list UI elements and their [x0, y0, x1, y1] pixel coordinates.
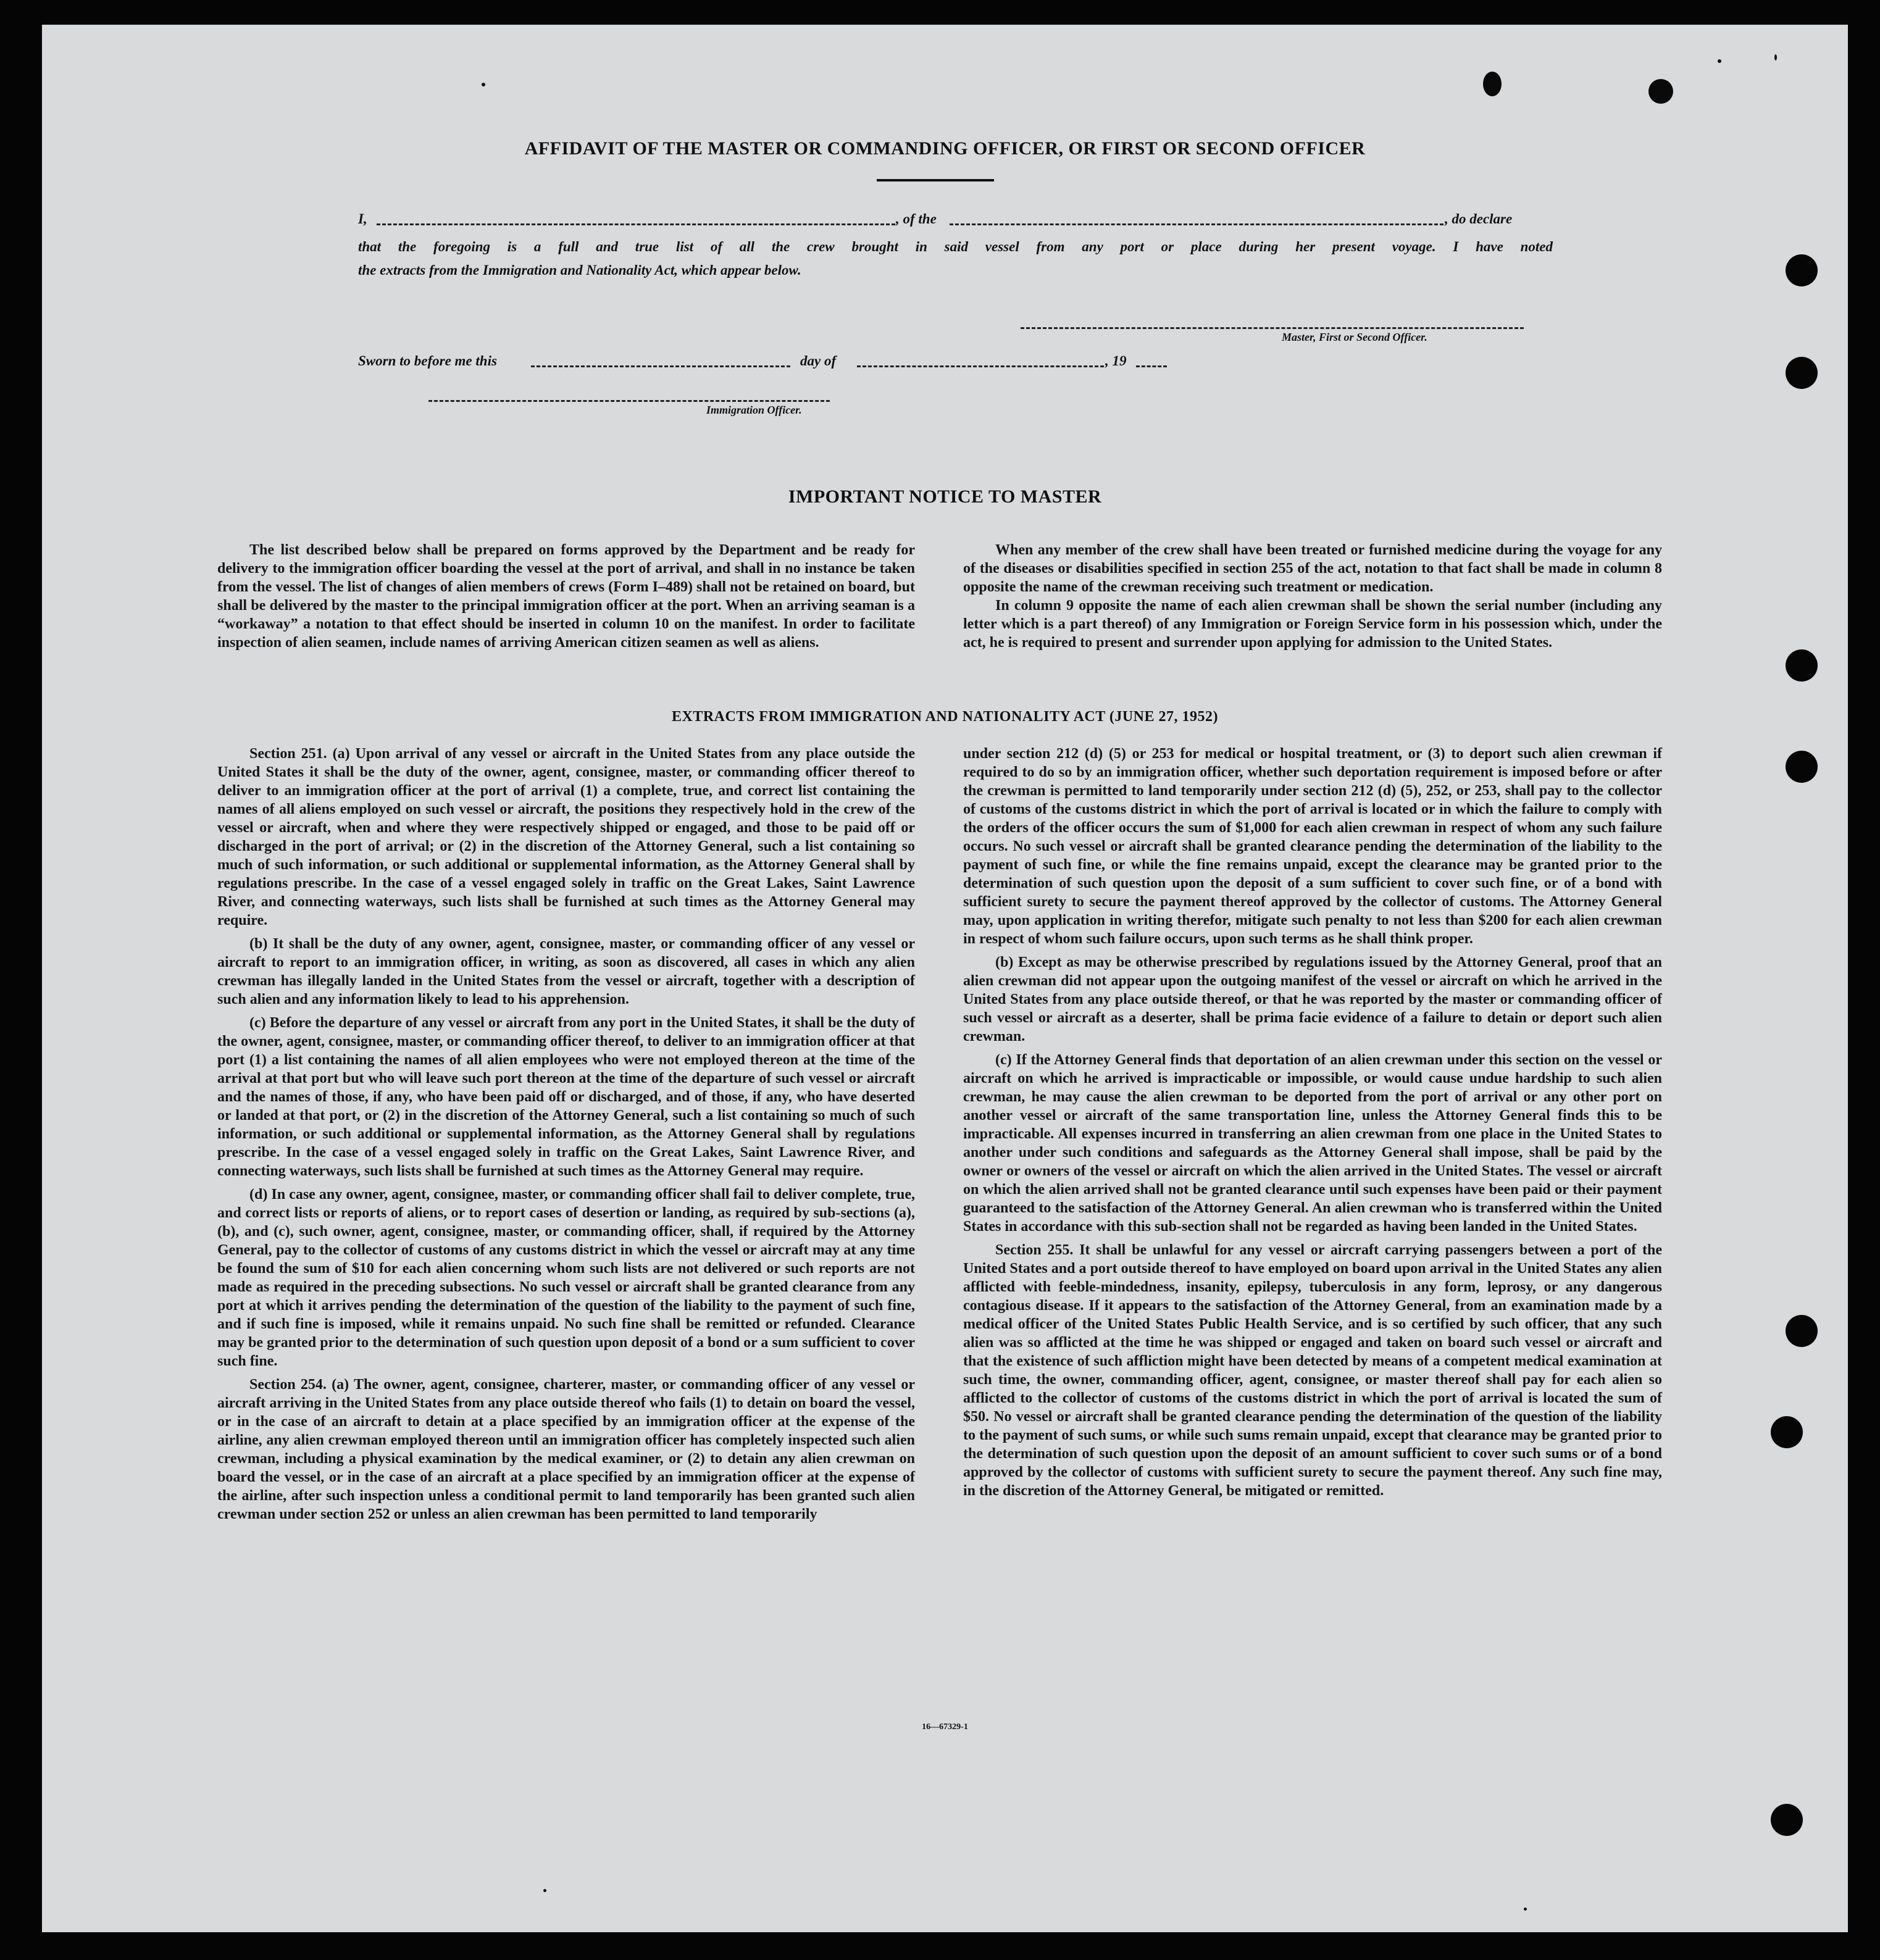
affidavit-title: AFFIDAVIT OF THE MASTER OR COMMANDING OFFICER, OR FIRST OR SECOND OFFICER — [524, 138, 1366, 159]
speck — [1774, 54, 1777, 60]
speck — [1524, 1908, 1527, 1911]
title-underline — [877, 179, 994, 181]
speck — [543, 1889, 546, 1892]
extract-paragraph-continued: under section 212 (d) (5) or 253 for medical or hospital treatment, or (3) to deport such alien crewman if required to do so by an immigration officer, whether such deportation requirement is imposed before or after the crewman is permitted to land temporarily under section 212 (d) (5), 252, or 253, shall pay to the collector of customs of the customs district in which the port of arrival is located or in which the failure to comply with the orders of the officer occurs the sum of $1,000 for each alien crewman in respect of whom any such failure occurs. No such vessel or aircraft shall be granted clearance pending the determination of the liability to the payment of such fine, or while the fine remains unpaid, except the clearance may be granted prior to the determination of such question upon the deposit of a sum sufficient to cover such fine, or of a bond with sufficient surety to secure the payment thereof approved by the collector of customs. The Attorney General may, upon application in writing therefor, mitigate such penalty to not less than $200 for each alien crewman in respect of whom such failure occurs, upon such terms as he shall think proper. — [963, 746, 1662, 947]
notice-left-column — [217, 541, 915, 652]
extract-paragraph: Section 255. It shall be unlawful for any vessel or aircraft carrying passengers between a port of the United States and a port outside thereof to have employed on board upon arrival in the United States any alien afflicted with feeble-mindedness, insanity, epilepsy, tuberculosis in any form, leprosy, or any dangerous contagious disease. If it appears to the satisfaction of the Attorney General, from an examination made by a medical officer of the United States Public Health Service, and is so certified by such officer, that any such alien was so afflicted at the time he was shipped or engaged and taken on board such vessel or aircraft and that the existence of such affliction might have been detected by means of a competent medical examination at such time, the owner, commanding officer, agent, consignee, or master thereof shall pay for each alien so afflicted to the collector of customs of the customs district in which the port of arrival is located the sum of $50. No vessel or aircraft shall be granted clearance pending the determination of the question of the liability to the payment of such sums, or while such sums remain unpaid, except that clearance may be granted prior to the determination of such question upon the deposit of an amount sufficient to cover such sums or of a bond approved by the collector of customs with sufficient surety to secure the payment thereof. Any such fine may, in the discretion of the Attorney General, be mitigated or remitted. — [963, 1242, 1662, 1499]
year-label: , 19 — [1105, 353, 1127, 369]
speck — [1718, 59, 1721, 63]
day-of-label: day of — [800, 353, 837, 369]
extracts-left-column — [217, 744, 915, 1524]
notice-paragraph: When any member of the crew shall have been treated or furnished medicine during the voyage for any of the diseases or disabilities specified in section 255 of the act, notation to that fact shall be made in column 8 opposite the name of the crewman receiving such treatment or medication. — [963, 542, 1662, 595]
immigration-caption: Immigration Officer. — [706, 404, 802, 416]
master-caption: Master, First or Second Officer. — [1282, 331, 1427, 343]
notice-title: IMPORTANT NOTICE TO MASTER — [788, 486, 1102, 507]
ink-blot — [1648, 79, 1673, 104]
ink-blot — [1483, 72, 1502, 96]
speck — [482, 83, 485, 86]
notice-paragraph: The list described below shall be prepared on forms approved by the Department and be ready for delivery to the immigration officer boarding the vessel at the port of arrival, and shall in no instance be taken from the vessel. The list of changes of alien members of crews (Form I–489) shall not be retained on board, but shall be delivered by the master to the principal immigration officer at the port. When an arriving seaman is a “workaway” a notation to that effect should be inserted in column 10 on the manifest. In order to facilitate inspection of alien seamen, include names of arriving American citizen seamen as well as aliens. — [217, 542, 915, 651]
sworn-label: Sworn to before me this — [358, 353, 497, 369]
extracts-right-column — [963, 744, 1662, 1500]
extract-paragraph: Section 254. (a) The owner, agent, consignee, charterer, master, or commanding officer of any vessel or aircraft arriving in the United States from any place outside thereof who fails (1) to detain on board the vessel, or in the case of an aircraft to detain at a place specified by an immigration officer at the expense of the airline, any alien crewman employed thereon until an immigration officer has completely inspected such alien crewman, including a physical examination by the medical examiner, or (2) to detain any alien crewman on board the vessel, or in the case of an aircraft at a place specified by an immigration officer at the expense of the airline, after such inspection unless a conditional permit to land temporarily has been granted such alien crewman under section 252 or unless an alien crewman has been permitted to land temporarily — [217, 1377, 915, 1522]
punch-hole — [1786, 254, 1818, 286]
do-declare-label: , do declare — [1445, 211, 1513, 227]
notice-right-column — [963, 541, 1662, 652]
punch-hole — [1771, 1804, 1803, 1836]
year-line — [1136, 365, 1167, 367]
form-page — [42, 25, 1848, 1932]
month-line — [857, 365, 1104, 367]
punch-hole — [1786, 1315, 1818, 1347]
of-the-label: , of the — [896, 211, 937, 227]
extract-paragraph: (b) Except as may be otherwise prescribed by regulations issued by the Attorney General, proof that an alien crewman did not appear upon the outgoing manifest of the vessel or aircraft on which he arrived in the United States from any place outside thereof, or that he was reported by the master or commanding officer of such vessel or aircraft as a deserter, shall be prima facie evidence of a failure to detain or deport such alien crewman. — [963, 954, 1662, 1045]
form-code: 16—67329-1 — [922, 1722, 968, 1732]
extract-paragraph: (c) Before the departure of any vessel or aircraft from any port in the United States, it shall be the duty of the owner, agent, consignee, master, or commanding officer thereof, to deliver to an immigration officer at that port (1) a list containing the names of all alien employees who were not employed thereon at the time of the arrival at that port but who will leave such port thereon at the time of the departure of such vessel or aircraft and the names of those, if any, who have been paid off or discharged, and of those, if any, who have deserted or landed at that port, or (2) in the discretion of the Attorney General, such a list containing so much of such information, or such additional or supplemental information, as the Attorney General shall by regulations prescribe. In the case of a vessel engaged solely in traffic on the Great Lakes, Saint Lawrence River, and connecting waterways, such lists shall be furnished at such times as the Attorney General may require. — [217, 1015, 915, 1179]
i-label: I, — [358, 211, 367, 227]
statement-line-2: the extracts from the Immigration and Nationality Act, which appear below. — [358, 262, 801, 278]
immigration-signature-line — [428, 400, 830, 402]
name-line — [377, 223, 895, 225]
notice-paragraph: In column 9 opposite the name of each alien crewman shall be shown the serial number (including any letter which is a part thereof) of any Immigration or Foreign Service form in his possession which, under the act, he is required to present and surrender upon applying for admission to the United States. — [963, 598, 1662, 651]
day-line — [531, 365, 790, 367]
punch-hole — [1771, 1416, 1803, 1448]
punch-hole — [1786, 649, 1818, 682]
punch-hole — [1786, 751, 1818, 783]
extract-paragraph: (d) In case any owner, agent, consignee, master, or commanding officer shall fail to deliver complete, true, and correct lists or reports of aliens, or to report cases of desertion or landing, as required by sub-sections (a), (b), and (c), such owner, agent, consignee, master, or commanding officer, shall, if required by the Attorney General, pay to the collector of customs of any customs district in which the vessel or aircraft may at any time be found the sum of $10 for each alien concerning whom such lists are not delivered or such reports are not made as required in the preceding subsections. No such vessel or aircraft shall be granted clearance from any port at which it arrives pending the determination of the question of the liability to the payment of such fine, and if such fine is imposed, while it remains unpaid. No such fine shall be remitted or refunded. Clearance may be granted prior to the determination of such question upon deposit of a bond or a sum sufficient to cover such fine. — [217, 1186, 915, 1369]
punch-hole — [1786, 357, 1818, 389]
master-signature-line — [1021, 327, 1524, 329]
extract-paragraph: Section 251. (a) Upon arrival of any vessel or aircraft in the United States from any place outside the United States it shall be the duty of the owner, agent, consignee, master, or commanding officer thereof to deliver to an immigration officer at the port of arrival (1) a complete, true, and correct list containing the names of all aliens employed on such vessel or aircraft, the positions they respectively hold in the crew of the vessel or aircraft, when and where they were respectively shipped or engaged, and those to be paid off or discharged in the port of arrival; or (2) in the discretion of the Attorney General, such a list containing so much of such information, or such additional or supplemental information, as the Attorney General shall by regulations prescribe. In the case of a vessel engaged solely in traffic on the Great Lakes, Saint Lawrence River, and connecting waterways, such lists shall be furnished at such times as the Attorney General may require. — [217, 746, 915, 928]
extract-paragraph: (b) It shall be the duty of any owner, agent, consignee, master, or commanding officer of any vessel or aircraft to report to an immigration officer, in writing, as soon as discovered, all cases in which any alien crewman has illegally landed in the United States from the vessel or aircraft, together with a description of such alien and any information likely to lead to his apprehension. — [217, 936, 915, 1007]
extract-paragraph: (c) If the Attorney General finds that deportation of an alien crewman under this section on the vessel or aircraft on which he arrived is impracticable or impossible, or would cause undue hardship to such alien crewman, he may cause the alien crewman to be deported from the port of arrival or any other port on another vessel or aircraft of the same transportation line, unless the Attorney General finds this to be impracticable. All expenses incurred in transferring an alien crewman from one place in the United States to another under such conditions and safeguards as the Attorney General shall impose, shall be paid by the owner or owners of the vessel or aircraft on which the alien arrived in the United States. The vessel or aircraft on which the alien arrived shall not be granted clearance until such expenses have been paid or their payment guaranteed to the satisfaction of the Attorney General. An alien crewman who is transferred within the United States in accordance with this sub-section shall not be regarded as having been landed in the United States. — [963, 1052, 1662, 1235]
statement-line-1: that the foregoing is a full and true list of all the crew brought in said vessel from any port or place during her present voyage. I have noted — [358, 239, 1553, 254]
extracts-title: EXTRACTS FROM IMMIGRATION AND NATIONALITY ACT (JUNE 27, 1952) — [672, 709, 1218, 725]
vessel-line — [950, 223, 1443, 225]
